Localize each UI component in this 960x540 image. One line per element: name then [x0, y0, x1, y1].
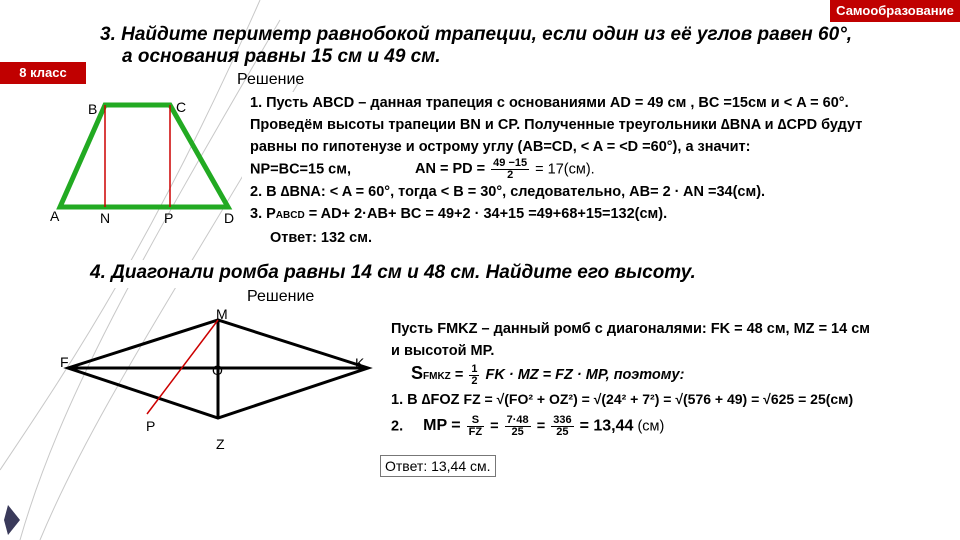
area-rest: FK · MZ = FZ · MP, поэтому: [485, 367, 685, 383]
step2-result: = 13,44 [579, 417, 634, 435]
vertex-label-f: F [60, 354, 69, 370]
arrow-decor-icon [4, 505, 20, 535]
trapezoid-figure [40, 95, 250, 235]
f1-denominator: FZ [468, 426, 483, 438]
an-pd-numerator: 49 −15 [493, 157, 528, 169]
task4-line-2: и высотой MP. [391, 343, 495, 359]
area-subscript: FMKZ [423, 371, 451, 382]
an-pd-result: = 17(см). [535, 161, 595, 178]
task3-line-2: Проведём высоты трапеции BN и CP. Полученные треугольники ∆BNA и ∆CPD будут [250, 117, 863, 133]
f2-denominator: 25 [511, 426, 524, 438]
self-study-badge: Самообразование [830, 0, 960, 22]
an-pd-fraction [491, 158, 529, 181]
foot-label-n: N [100, 210, 111, 226]
task3-line-1: 1. Пусть ABCD – данная трапеция с основаниями AD = 49 см , BC =15см и < A = 60°. [250, 95, 849, 111]
task3-line-6 [250, 203, 960, 227]
vertex-label-d: D [224, 210, 235, 226]
task4-step1 [391, 388, 951, 411]
step1-expression: FZ = √(FO² + OZ²) = √(24² + 7²) = √(576 + 49) = √625 = 25(см) [463, 391, 854, 407]
f2-numerator: 7·48 [506, 414, 529, 426]
center-label-o: O [212, 362, 223, 378]
half-denominator: 2 [471, 374, 478, 387]
area-equals: = [454, 367, 464, 383]
step2-fraction-1 [467, 415, 484, 438]
vertex-label-c: C [176, 99, 187, 115]
perimeter-symbol: 3. P [250, 206, 276, 222]
task4-answer-box: Ответ: 13,44 см. [380, 455, 496, 477]
f1-numerator: S [467, 415, 484, 427]
task4-step2: 2. MP = $\frac{S}{FZ}$ = $\frac{7\cdot 48}{25}$ = $\frac{336}{25}$ = 13,44 (см) [391, 414, 665, 438]
an-pd-denominator: 2 [507, 169, 514, 181]
task3-title-line1: 3. Найдите периметр равнобокой трапеции, если один из её углов равен 60°, [100, 24, 853, 45]
foot-label-p: P [164, 210, 174, 226]
step2-prefix: 2. [391, 418, 404, 435]
task4-solution-box [383, 318, 951, 448]
task4-solution-label: Решение [247, 288, 315, 305]
half-numerator: 1 [471, 362, 478, 375]
task4-area-formula [391, 362, 951, 388]
foot-label-p2: P [146, 418, 156, 434]
perimeter-expression: = AD+ 2·AB+ BC = 49+2 · 34+15 =49+68+15=132(см). [308, 206, 668, 222]
vertex-label-b: B [88, 101, 98, 117]
f3-numerator: 336 [553, 414, 572, 426]
task3-line-5: 2. В ∆BNA: < A = 60°, тогда < B = 30°, следовательно, AB= 2 · AN =34(см). [250, 184, 766, 200]
step2-fraction-3 [551, 415, 573, 438]
step1-prefix: 1. В ∆FOZ [391, 392, 460, 408]
step2-fraction-2 [505, 415, 531, 438]
trapezoid-shape [60, 105, 228, 207]
perimeter-subscript: ABCD [275, 210, 305, 221]
step2-mp: MP = [423, 417, 461, 435]
vertex-label-m: M [216, 306, 228, 322]
task3-title-line2: а основания равны 15 см и 49 см. [122, 46, 441, 67]
vertex-label-z: Z [216, 436, 225, 452]
task3-line-3: равны по гипотенузе и острому углу (AB=CD, < A = <D =60°), а значит: [250, 139, 751, 155]
task4-line-1: Пусть FMKZ – данный ромб с диагоналями: FK = 48 см, MZ = 14 см [391, 321, 871, 337]
step2-unit: (см) [637, 418, 665, 435]
grade-badge: 8 класс [0, 62, 86, 84]
area-symbol: S [411, 363, 424, 383]
task3-solution-box [242, 92, 960, 246]
np-equals: NP=BC=15 см, [250, 161, 351, 178]
vertex-label-k: K [355, 355, 365, 371]
task4-title: 4. Диагонали ромба равны 14 см и 48 см. Найдите его высоту. [88, 260, 702, 288]
task3-solution-label: Решение [237, 71, 305, 88]
an-pd-prefix: AN = PD = [415, 161, 486, 178]
task3-line-4 [250, 158, 960, 181]
f3-denominator: 25 [556, 426, 569, 438]
task3-answer: Ответ: 132 см. [270, 230, 372, 246]
half-fraction [469, 364, 479, 387]
vertex-label-a: A [50, 208, 60, 224]
